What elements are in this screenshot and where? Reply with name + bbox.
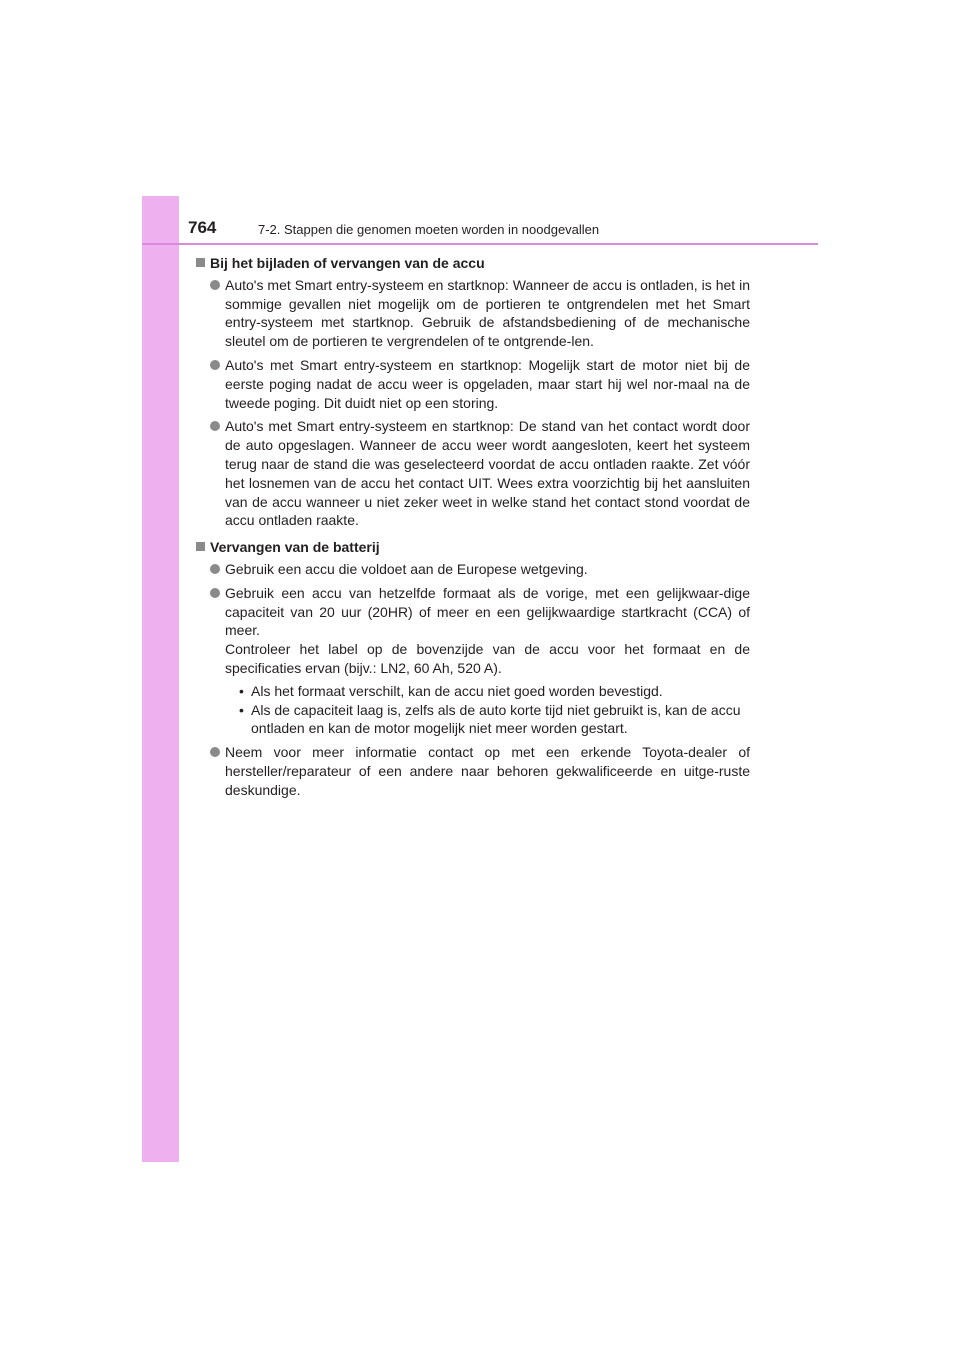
list-item-extra-text: Controleer het label op de bovenzijde van de accu voor het formaat en de specificaties ervan (bijv.: LN2, 60 Ah, 520 A). xyxy=(225,641,750,676)
list-item xyxy=(210,276,750,351)
side-band xyxy=(142,196,179,1162)
sub-list-item xyxy=(225,682,750,701)
heading-text: Bij het bijladen of vervangen van de accu xyxy=(210,255,485,271)
sub-list-item-text: Als het formaat verschilt, kan de accu niet goed worden bevestigd. xyxy=(251,682,663,699)
section-heading-replacing xyxy=(196,538,750,557)
square-bullet-icon xyxy=(196,258,205,267)
heading-text: Vervangen van de batterij xyxy=(210,539,380,556)
circle-bullet-icon xyxy=(210,588,220,598)
sub-bullet-marker: • xyxy=(239,682,244,699)
list-item xyxy=(210,356,750,412)
sub-list-item xyxy=(225,701,750,739)
square-bullet-icon xyxy=(196,542,205,551)
circle-bullet-icon xyxy=(210,360,220,370)
list-item-text: Auto's met Smart entry-systeem en startknop: De stand van het contact wordt door de auto opgeslagen. Wanneer de accu weer wordt aangesloten, keert het systeem terug naar de stand die was geselecteerd voordat de accu ontladen raakte. Zet vóór het losnemen van de accu het contact UIT. Wees extra voorzichtig bij het aansluiten van de accu wanneer u niet zeker weet in welke stand het contact stond voordat de accu ontladen raakte. xyxy=(225,418,750,529)
list-item xyxy=(210,743,750,799)
list-item xyxy=(210,560,750,579)
list-item xyxy=(210,417,750,530)
circle-bullet-icon xyxy=(210,280,220,290)
list-item-text: Gebruik een accu die voldoet aan de Europese wetgeving. xyxy=(225,560,588,577)
circle-bullet-icon xyxy=(210,747,220,757)
list-item-text: Neem voor meer informatie contact op met een erkende Toyota-dealer of hersteller/reparateur of een andere naar behoren gekwalificeerde en uitge-ruste deskundige. xyxy=(225,744,750,798)
section-heading-charging xyxy=(196,254,750,273)
page-content xyxy=(210,254,750,805)
header-rule xyxy=(142,243,818,245)
circle-bullet-icon xyxy=(210,421,220,431)
sub-bullet-marker: • xyxy=(239,701,244,718)
list-item xyxy=(210,584,750,738)
circle-bullet-icon xyxy=(210,564,220,574)
page-number: 764 xyxy=(188,218,217,237)
list-item-text: Gebruik een accu van hetzelfde formaat als de vorige, met een gelijkwaar-dige capaciteit van 20 uur (20HR) of meer en een gelijkwaardige startkracht (CCA) of meer. xyxy=(225,584,750,639)
list-item-text: Auto's met Smart entry-systeem en startknop: Mogelijk start de motor niet bij de eerste poging nadat de accu weer is opgeladen, maar start hij wel nor-maal na de tweede poging. Dit duidt niet op een storing. xyxy=(225,356,750,411)
section-title: 7-2. Stappen die genomen moeten worden in noodgevallen xyxy=(258,222,600,237)
list-item-text: Auto's met Smart entry-systeem en startknop: Wanneer de accu is ontladen, is het in sommige gevallen niet mogelijk om de portieren te ontgrendelen met het Smart entry-systeem met startknop. Gebruik de afstandsbediening of de mechanische sleutel om de portieren te vergrendelen of te ontgrende-len. xyxy=(225,276,750,350)
sub-list xyxy=(225,682,750,738)
sub-list-item-text: Als de capaciteit laag is, zelfs als de auto korte tijd niet gebruikt is, kan de accu ontladen en kan de motor mogelijk niet meer worden gestart. xyxy=(251,701,741,737)
